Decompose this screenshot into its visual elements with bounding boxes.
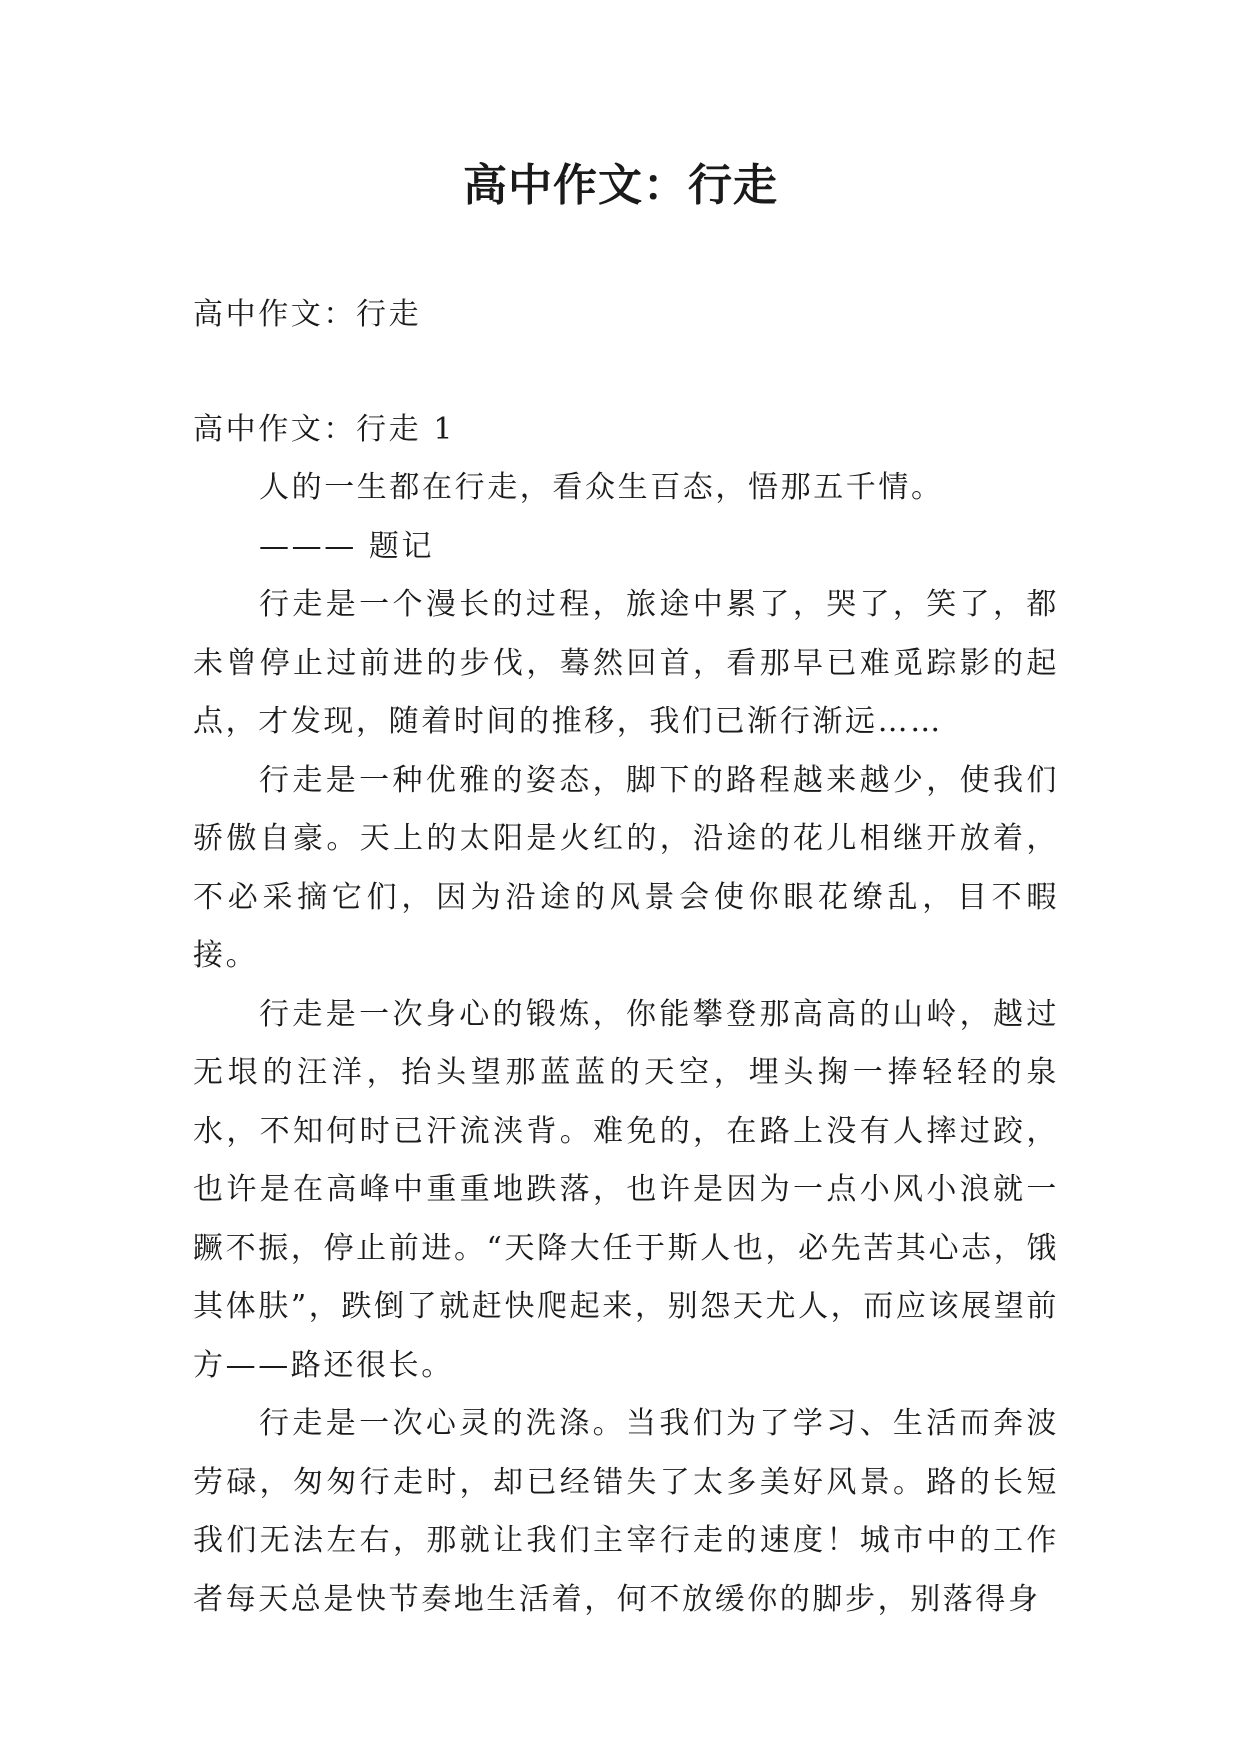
document-subtitle: 高中作文：行走 xyxy=(193,297,422,332)
document-title: 高中作文：行走 xyxy=(463,160,778,211)
paragraph: 行走是一次身心的锻炼，你能攀登那高高的山岭，越过无垠的汪洋，抬头望那蓝蓝的天空，埋头掬一捧轻轻的泉水，不知何时已汗流浃背。难免的，在路上没有人摔过跤，也许是在高峰中重重地跌落，也许是因为一点小风小浪就一蹶不振，停止前进。“天降大任于斯人也，必先苦其心志，饿其体肤”，跌倒了就赶快爬起来，别怨天尤人，而应该展望前方——路还很长。 xyxy=(193,996,1059,1383)
paragraph: 行走是一个漫长的过程，旅途中累了，哭了，笑了，都未曾停止过前进的步伐，蓦然回首，看那早已难觅踪影的起点，才发现，随着时间的推移，我们已渐行渐远…… xyxy=(193,587,1059,739)
epigraph-attribution: ——— 题记 xyxy=(259,528,435,564)
essay-body xyxy=(193,459,1059,1629)
paragraph: 行走是一种优雅的姿态，脚下的路程越来越少，使我们骄傲自豪。天上的太阳是火红的，沿途的花儿相继开放着，不必采摘它们，因为沿途的风景会使你眼花缭乱，目不暇接。 xyxy=(193,762,1059,973)
section-heading: 高中作文：行走 1 xyxy=(193,412,456,447)
epigraph: 人的一生都在行走，看众生百态，悟那五千情。 xyxy=(259,470,944,505)
paragraph: 行走是一次心灵的洗涤。当我们为了学习、生活而奔波劳碌，匆匆行走时，却已经错失了太多美好风景。路的长短我们无法左右，那就让我们主宰行走的速度！城市中的工作者每天总是快节奏地生活着，何不放缓你的脚步，别落得身 xyxy=(193,1406,1059,1617)
